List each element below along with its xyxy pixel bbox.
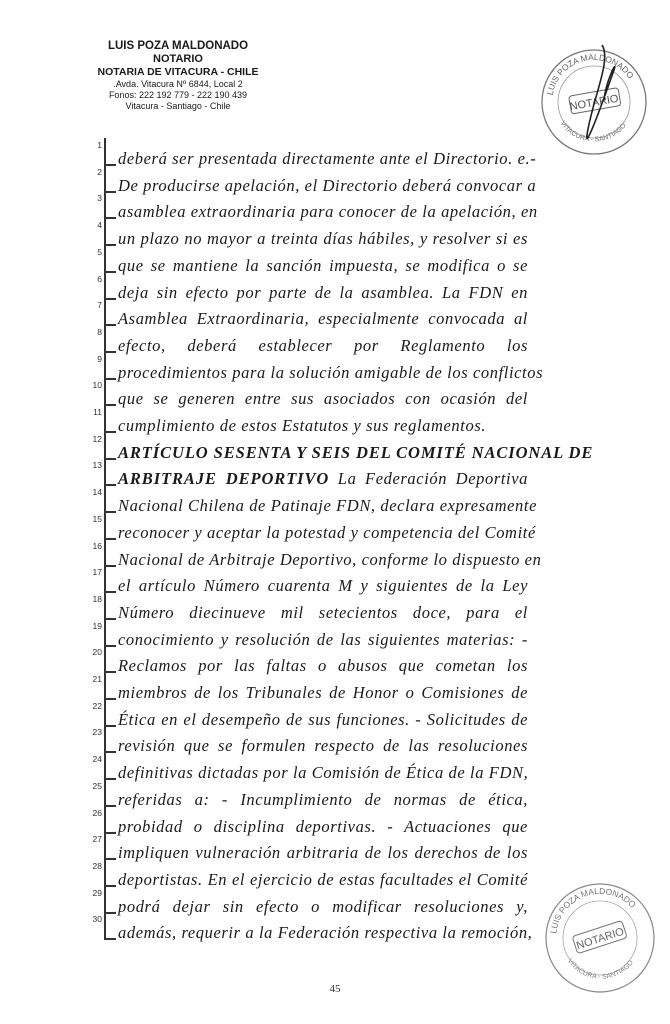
text-line: [118, 282, 528, 304]
line-number: 5: [97, 246, 102, 257]
text-segment: Asamblea Extraordinaria, especialmente convocada al: [118, 309, 528, 329]
notary-city: Vitacura - Santiago - Chile: [125, 101, 231, 111]
text-line: [118, 148, 537, 170]
margin-tick: [104, 484, 116, 486]
line-number: 28: [92, 860, 102, 871]
svg-text:VITACURA - SANTIAGO: [559, 120, 628, 143]
text-segment: De producirse apelación, el Directorio deberá convocar a: [118, 175, 537, 195]
text-segment: que se mantiene la sanción impuesta, se modifica o se: [118, 255, 528, 275]
margin-tick: [104, 565, 116, 567]
article-heading: ARBITRAJE DEPORTIVO: [118, 469, 330, 489]
stamp-ring-text: LUIS POZA MALDONADO: [544, 51, 636, 96]
text-line: [118, 415, 528, 437]
text-line: [118, 362, 544, 384]
line-number: 20: [92, 647, 102, 658]
margin-tick: [104, 538, 116, 540]
article-heading: ARTÍCULO SESENTA Y SEIS DEL COMITÉ NACIONAL DE: [118, 442, 594, 462]
text-segment: deberá ser presentada directamente ante el Directorio. e.-: [118, 149, 537, 168]
text-segment: podrá dejar sin efecto o modificar resoluciones y,: [118, 896, 528, 916]
line-number: 30: [92, 914, 102, 925]
text-line: [118, 602, 528, 624]
margin-tick: [104, 832, 116, 834]
text-segment: deportistas. En el ejercicio de estas facultades el Comité: [118, 869, 528, 889]
text-line: [118, 468, 528, 490]
line-number: 23: [92, 727, 102, 738]
text-segment: efecto, deberá establecer por Reglamento los: [118, 335, 528, 355]
text-line: [118, 896, 528, 918]
line-number: 14: [92, 487, 102, 498]
margin-tick: [104, 217, 116, 219]
margin-tick: [104, 458, 116, 460]
margin-tick: [104, 778, 116, 780]
text-line: [118, 335, 528, 357]
page-number: 45: [329, 983, 341, 995]
text-line: [118, 842, 528, 864]
text-segment: cumplimiento de estos Estatutos y sus reglamentos.: [118, 416, 487, 435]
margin-tick: [104, 698, 116, 700]
text-line: [118, 575, 528, 597]
notary-stamp-bottom: [538, 878, 663, 996]
margin-tick: [104, 671, 116, 673]
notary-office: NOTARIA DE VITACURA - CHILE: [97, 66, 259, 78]
notary-address: .Avda. Vitacura Nº 6844, Local 2: [113, 79, 243, 89]
text-segment: referidas a: - Incumplimiento de normas de ética,: [118, 789, 528, 809]
stamp-bottom-text-bottom: VITACURA - SANTIAGO: [565, 957, 635, 981]
margin-tick: [104, 298, 116, 300]
line-number: 21: [92, 674, 102, 684]
stamp-center-text: NOTARIO: [568, 92, 620, 114]
text-segment: el artículo Número cuarenta M y siguientes de la Ley: [118, 576, 528, 596]
margin-tick: [104, 511, 116, 513]
text-line: [118, 655, 528, 677]
line-number: 12: [92, 433, 102, 444]
line-number: 19: [92, 620, 102, 631]
stamp-bottom-text: VITACURA - SANTIAGO: [558, 120, 628, 144]
text-segment: un plazo no mayor a treinta días hábiles, y resolver si es: [118, 229, 528, 249]
stamp-ring-text-bottom: LUIS POZA MALDONADO: [548, 885, 638, 935]
text-segment: impliquen vulneración arbitraria de los derechos de los: [118, 843, 528, 863]
text-segment: Nacional Chilena de Patinaje FDN, declara expresamente: [118, 496, 537, 516]
margin-tick: [104, 351, 116, 353]
text-line: [118, 522, 536, 544]
text-line: [118, 922, 533, 944]
text-line: [118, 388, 528, 410]
margin-tick: [104, 858, 116, 860]
line-number: 22: [92, 700, 102, 711]
line-number: 24: [92, 754, 102, 765]
margin-tick: [104, 324, 116, 326]
margin-tick: [104, 885, 116, 887]
line-number: 3: [97, 193, 102, 204]
notary-role: NOTARIO: [153, 53, 203, 65]
margin-tick: [104, 164, 116, 166]
margin-tick: [104, 431, 116, 433]
text-line: [118, 869, 528, 891]
text-line: [118, 682, 528, 704]
stamp-center-text-bottom: NOTARIO: [575, 925, 626, 953]
margin-tick: [104, 805, 116, 807]
text-line: [118, 709, 528, 731]
margin-tick: [104, 378, 116, 380]
text-line: [118, 442, 594, 464]
line-number: 16: [92, 540, 102, 551]
line-number: 9: [97, 353, 102, 364]
line-number: 13: [92, 460, 102, 471]
text-line: [118, 735, 528, 757]
line-number: 1: [97, 140, 102, 150]
text-line: [118, 308, 528, 330]
text-segment: miembros de los Tribunales de Honor o Comisiones de: [118, 683, 528, 702]
letterhead: [78, 40, 278, 112]
margin-tick: [104, 591, 116, 593]
text-segment: además, requerir a la Federación respectiva la remoción,: [118, 923, 533, 943]
text-line: [118, 789, 528, 811]
text-segment: definitivas dictadas por la Comisión de Ética de la FDN,: [118, 763, 529, 783]
text-segment: reconocer y aceptar la potestad y competencia del Comité: [118, 522, 536, 542]
line-number: 11: [93, 407, 102, 417]
notary-name: LUIS POZA MALDONADO: [107, 40, 249, 52]
text-line: [118, 255, 528, 277]
text-line: [118, 816, 528, 838]
line-number: 18: [92, 593, 102, 604]
text-segment: deja sin efecto por parte de la asamblea. La FDN en: [118, 282, 528, 302]
text-segment: Nacional de Arbitraje Deportivo, conforme lo dispuesto en: [118, 549, 542, 569]
margin-tick: [104, 191, 116, 193]
line-number: 26: [92, 807, 102, 818]
text-segment: procedimientos para la solución amigable de los conflictos: [118, 362, 544, 382]
margin-tick: [104, 912, 116, 914]
text-segment: La Federación Deportiva: [329, 469, 528, 489]
text-segment: Ética en el desempeño de sus funciones. - Solicitudes de: [118, 709, 528, 729]
line-number: 7: [97, 300, 102, 311]
text-line: [118, 549, 542, 571]
margin-tick: [104, 751, 116, 753]
text-line: [118, 495, 537, 517]
notary-stamp-top: [532, 40, 657, 160]
margin-tick: [104, 618, 116, 620]
text-line: [118, 228, 528, 250]
margin-tick: [104, 271, 116, 273]
line-number: 8: [97, 326, 102, 337]
margin-tick: [104, 938, 116, 940]
line-number: 6: [97, 273, 102, 284]
line-number: 10: [92, 380, 102, 391]
line-number: 29: [92, 887, 102, 898]
text-segment: que se generen entre sus asociados con ocasión del: [118, 389, 528, 409]
text-segment: Reclamos por las faltas o abusos que cometan los: [118, 656, 528, 676]
line-number: 15: [92, 513, 102, 524]
text-segment: probidad o disciplina deportivas. - Actuaciones que: [118, 816, 528, 836]
text-line: [118, 762, 528, 784]
text-segment: asamblea extraordinaria para conocer de la apelación, en: [118, 202, 538, 222]
margin-tick: [104, 244, 116, 246]
margin-tick: [104, 725, 116, 727]
line-number: 2: [97, 166, 102, 177]
svg-text:VITACURA - SANTIAGO: [566, 958, 635, 981]
margin-tick: [104, 404, 116, 406]
text-line: [118, 201, 538, 223]
margin-tick: [104, 645, 116, 647]
line-number: 4: [97, 220, 102, 231]
text-line: [118, 629, 528, 651]
line-number: 25: [92, 780, 102, 791]
text-segment: Número diecinueve mil setecientos doce, para el: [118, 602, 528, 622]
line-number: 27: [92, 834, 102, 845]
text-line: [118, 175, 537, 197]
line-number: 17: [92, 567, 102, 578]
notary-phones: Fonos: 222 192 779 - 222 190 439: [108, 90, 248, 100]
text-segment: conocimiento y resolución de las siguientes materias: -: [118, 629, 528, 649]
text-segment: revisión que se formulen respecto de las resoluciones: [118, 736, 528, 756]
